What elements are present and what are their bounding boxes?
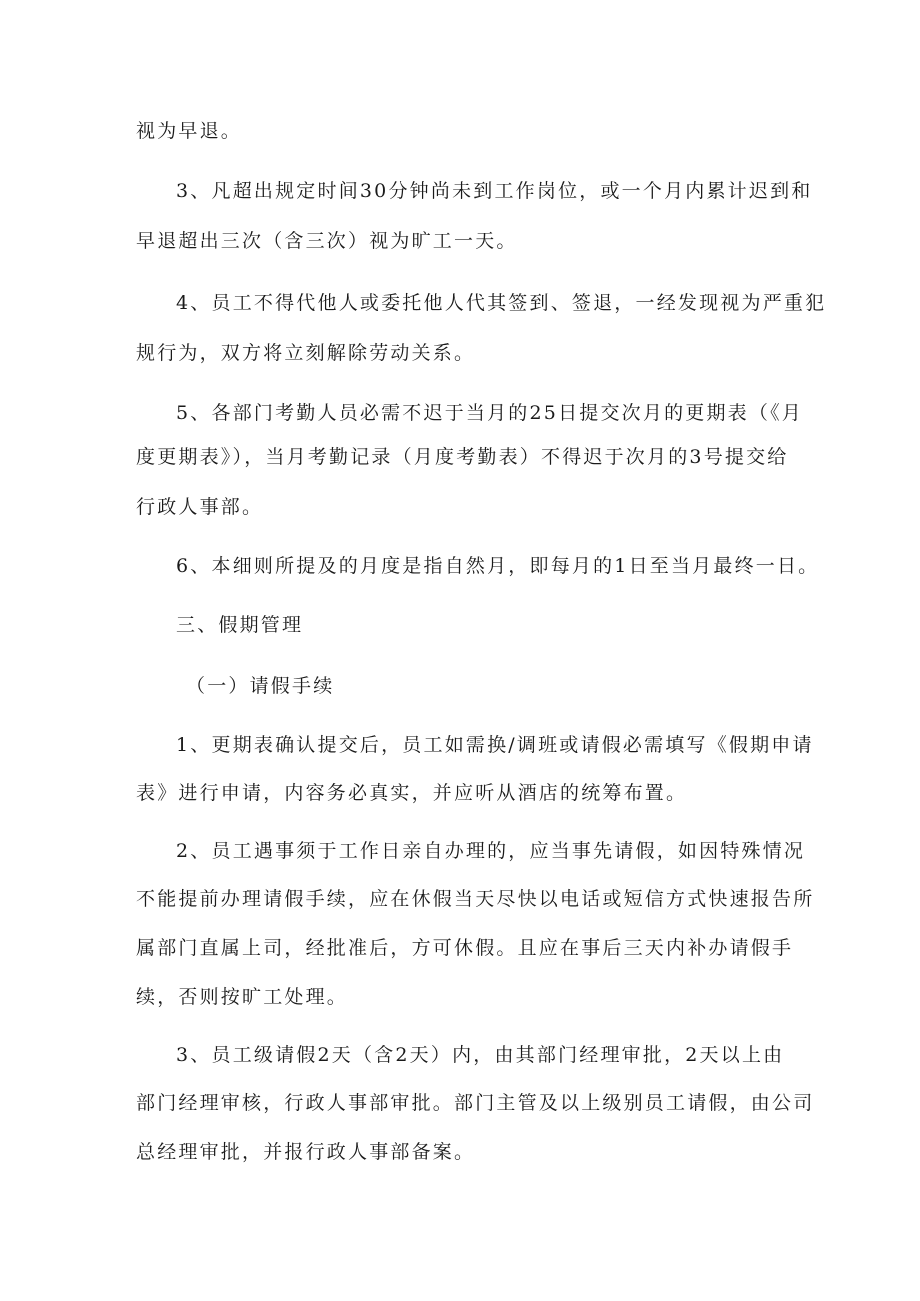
text-line-1: 视为早退。 bbox=[136, 120, 243, 142]
text-line-12: 1、更期表确认提交后，员工如需换/调班或请假必需填写《假期申请 bbox=[176, 734, 814, 756]
section-heading: 三、假期管理 bbox=[176, 614, 304, 636]
text-line-16: 属部门直属上司，经批准后，方可休假。且应在事后三天内补办请假手 bbox=[136, 937, 794, 959]
text-line-9: 6、本细则所提及的月度是指自然月，即每月的1日至当月最终一日。 bbox=[176, 555, 820, 577]
subsection-heading: （一）请假手续 bbox=[186, 675, 335, 697]
text-line-18: 3、员工级请假2天（含2天）内，由其部门经理审批，2天以上由 bbox=[176, 1044, 785, 1066]
text-line-20: 总经理审批，并报行政人事部备案。 bbox=[136, 1141, 476, 1163]
text-line-13: 表》进行申请，内容务必真实，并应听从酒店的统筹布置。 bbox=[136, 782, 688, 804]
text-line-3: 早退超出三次（含三次）视为旷工一天。 bbox=[136, 230, 518, 252]
text-line-8: 行政人事部。 bbox=[136, 496, 264, 518]
text-line-14: 2、员工遇事须于工作日亲自办理的，应当事先请假，如因特殊情况 bbox=[176, 840, 806, 862]
text-line-5: 规行为，双方将立刻解除劳动关系。 bbox=[136, 342, 476, 364]
text-line-17: 续，否则按旷工处理。 bbox=[136, 986, 349, 1008]
text-line-19: 部门经理审核，行政人事部审批。部门主管及以上级别员工请假，由公司 bbox=[136, 1092, 815, 1114]
text-line-4: 4、员工不得代他人或委托他人代其签到、签退，一经发现视为严重犯 bbox=[176, 292, 827, 314]
text-line-6: 5、各部门考勤人员必需不迟于当月的25日提交次月的更期表（《月 bbox=[176, 402, 803, 424]
text-line-15: 不能提前办理请假手续，应在休假当天尽快以电话或短信方式快速报告所 bbox=[136, 888, 815, 910]
text-line-7: 度更期表》），当月考勤记录（月度考勤表）不得迟于次月的3号提交给 bbox=[136, 446, 789, 468]
text-line-2: 3、凡超出规定时间30分钟尚未到工作岗位，或一个月内累计迟到和 bbox=[176, 180, 813, 202]
